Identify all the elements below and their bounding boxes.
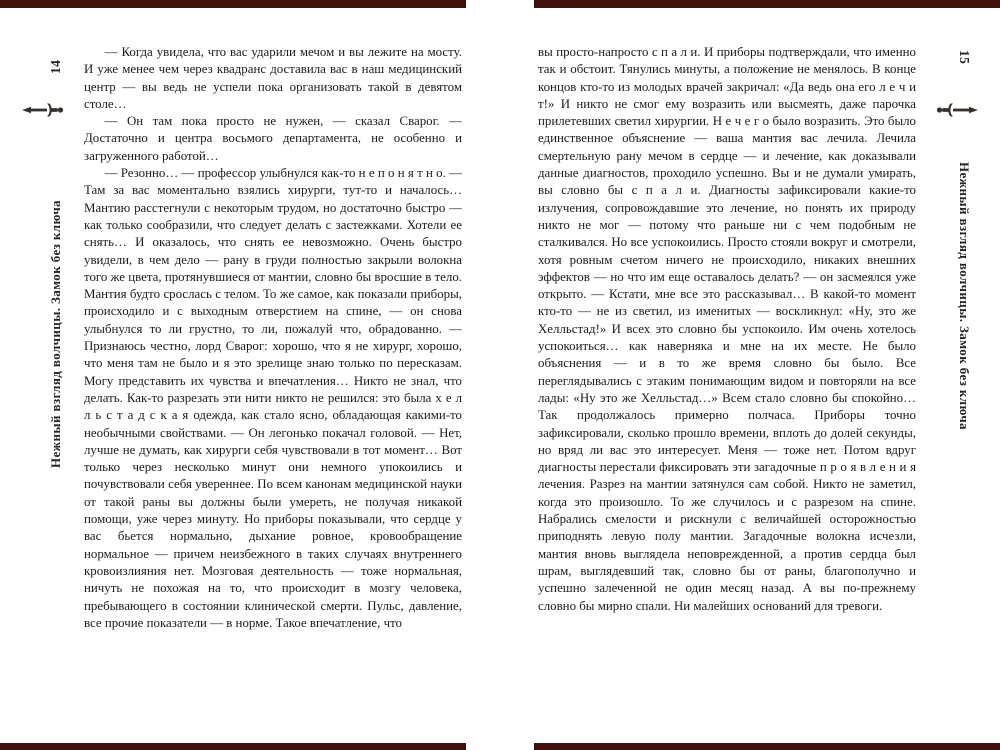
- bottom-border-left: [0, 743, 466, 750]
- paragraph: вы просто-напросто с п а л и. И приборы подтверждали, что именно так и обстоит. Тянулись минуты, а положение не менялось. В конце концов кто-то из молодых врачей закричал: «Да ведь она его л е ч и т!» И никто не смог ему возразить или высмеять, даже парочка прилетевших светил хирургии. Н е ч е г о было возразить. Это было единственное объяснение — ваша мантия вас лечила. Лечила смертельную рану мечом в сердце — и лечение, как доказывали данные диагностов, проходило успешно. Вы и не думали умирать, вы словно бы с п а л и. Диагносты зафиксировали какие-то излучения, сопровождавшие это лечение, но понять их природу никто не мог — потому что раньше ни с чем подобным не сталкивался. Но все успокоились. Просто стояли вокруг и смотрели, хотя ровным счетом ничего не происходило, никаких внешних эффектов — но что им еще оставалось делать? — он засмеялся уже открыто. — Кстати, мне все это рассказывал… В какой-то момент кто-то — не из светил, из именитых — воскликнул: «Ну, это же Хелльстад!» И всех это словно бы успокоило. Им очень хотелось успокоиться… как наверняка и мне на их месте. Не было объяснения — и в то же время словно бы было. Все переглядывались с этаким понимающим видом и повторяли на все лады: «Ну это же Хелльстад…» Всем стало словно бы спокойно… Так продолжалось примерно полчаса. Приборы точно зафиксировали, сколько прошло времени, вплоть до долей секунды, но вряд ли вас это интересует. Меня — тоже нет. Потом вдруг диагносты перестали фиксировать эти загадочные п р о я в л е н и я лечения. Разрез на мантии затянулся сам собой. Никто не заметил, когда это произошло. То же случилось и с разрезом на спине. Набрались смелости и рискнули с величайшей осторожностью приподнять левую полу мантии. Загадочные волокна исчезли, мантия вновь выглядела неповрежденной, а против сердца был шрам, выглядевший так, словно бы от раны, благополучно и успешно залеченной не один месяц назад. А вы по-прежнему словно бы мирно спали. Ни малейших оснований для тревоги.: [538, 45, 916, 613]
- top-border-left: [0, 0, 466, 8]
- paragraph: — Резонно… — профессор улыбнулся как-то н е п о н я т н о. — Там за вас моментально взялись хирурги, тут-то и началось… Мантию расстегнули с некоторым трудом, но достаточно быстро — как только сообразили, что следует делать с застежками. Хотели ее снять… И оказалось, что снять ее невозможно. Очень быстро увидели, в чем дело — рану в груди полностью закрыли волокна того же цвета, протянувшиеся от мантии, словно бы вросшие в тело. Мантия будто срослась с телом. То же самое, как показали приборы, происходило и с выходным отверстием на спине, — он снова улыбнулся то ли грустно, то ли, пожалуй что, обрадованно. — Признаюсь честно, лорд Сварог: хорошо, что я не хирург, хорошо, что меня там не было и я это зрелище знаю только по пересказам. Могу представить их чувства и впечатления… Никто не знал, что делать. Как-то разрезать эти нити никто не решился: это была х е л л ь с т а д с к а я одежда, как стало ясно, обладающая какими-то необычными свойствами. — Он легонько покачал головой. — Нет, лучше не думать, как хирурги себя чувствовали в тот момент… Вот только через несколько минут они немного упокоились и почувствовали себя увереннее. По всем канонам медицинской науки от такой раны вы должны были умереть, не получая никакой помощи, уже через минуту. Но приборы показывали, что сердце у вас бьется нормально, дыхание ровное, кровообращение нормальное — причем неизбежного в таких случаях внутреннего кровоизлияния нет. Мозговая деятельность — тоже нормальная, ничуть не похожая на то, что происходит в мозгу человека, пребывающего в состоянии клинической смерти. Пульс, давление, все прочие показатели — в норме. Такое впечатление, что: [84, 166, 462, 630]
- page-number-left: 14: [48, 59, 63, 74]
- right-page-text: [538, 44, 916, 744]
- top-border-right: [534, 0, 1000, 8]
- bottom-border-right: [534, 743, 1000, 750]
- paragraph: — Когда увидела, что вас ударили мечом и вы лежите на мосту. И уже менее чем через квадранс доставила вас в наш медицинский центр — вы ведь не успели пока организовать такой в девятом столе…: [84, 45, 462, 111]
- sword-ornament-icon: [936, 96, 980, 124]
- paragraph: — Он там пока просто не нужен, — сказал Сварог. — Достаточно и центра восьмого департамента, не особенно и загруженного работой…: [84, 114, 462, 163]
- page-number-right: 15: [957, 50, 972, 65]
- running-title-left: Нежный взгляд волчицы. Замок без ключа: [48, 200, 63, 468]
- running-title-right: Нежный взгляд волчицы. Замок без ключа: [957, 162, 972, 430]
- left-page-text: [84, 44, 462, 744]
- sword-ornament-icon: [20, 96, 64, 124]
